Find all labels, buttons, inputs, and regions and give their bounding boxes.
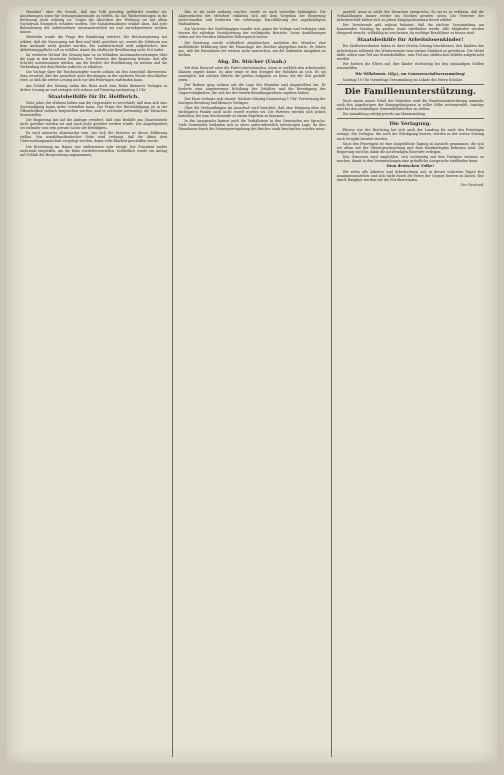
- paragraph: Das Haus vertagte sich darauf. Nächste Sitzung Donnerstag 1 Uhr: Fortsetzung der heutigen Beratung und kleinere Vorlagen.: [178, 96, 326, 105]
- article-heading: Staatsbeihilfe für Arbeitslosenkinder!: [357, 37, 464, 44]
- article-heading: Die Verlagung.: [389, 121, 432, 128]
- paragraph: Nach den Feiertagen ist eine ausgedehnte Tagung in Aussicht genommen, die sich vor allem mit der Steuergesetzgebung und dem Haushaltsplan befassen wird. Die Regierung wird bis dahin die notwendigen Entwürfe vorlegen.: [336, 141, 484, 154]
- column-2: [172, 10, 330, 757]
- paragraph: Die Auszahlung erfolgt jeweils am Monatsanfang.: [342, 112, 426, 117]
- paragraph: Ein Vertreter der Unabhängigen wandte sich gegen die Vorlage und verlangte statt dessen die sofortige Sozialisierung der wichtigsten Betriebe. Seine Ausführungen riefen auf der Rechten lebhaften Widerspruch hervor.: [178, 27, 326, 40]
- divider: [337, 84, 484, 85]
- paragraph: Es wird nunmehr abzuwarten sein, wie sich die Parteien zu dieser Erklärung stellen. Von sozialdemokratischer Seite wird verlangt, daß die Akten dem Untersuchungsausschuß vorgelegt werden, damit volle Klarheit geschaffen werde.: [20, 131, 168, 144]
- paragraph: Die Erörterung im Hause war stellenweise sehr erregt. Der Präsident mußte mehrmals eingreifen, um die Ruhe wiederherzustellen. Schließlich wurde ein Antrag auf Schluß der Besprechung angenommen.: [20, 144, 168, 157]
- paragraph: Die Stadtverordneten haben in ihrer letzten Sitzung beschlossen, den Kindern der Arbeitslosen während der Wintermonate eine warme Mahlzeit zu gewähren. Die Mittel dafür sollen zum Teil aus Staatsbeihilfen, zum Teil aus städtischen Mitteln aufgebracht werden.: [336, 44, 484, 61]
- section-heading: Die Familienunterstützung.: [344, 87, 477, 98]
- paragraph: Weiterhin wurde die Frage der Ernährung erörtert. Die Reichsregierung hat erklärt, daß die Versorgung mit Brot und Mehl gesichert sei, soweit die Zufuhren aus dem Auslande nicht gestört werden. Die Landwirtschaft wird aufgefordert, ihre Ablieferungspflicht voll zu erfüllen, damit die städtische Bevölkerung nicht Not leidet.: [20, 35, 168, 52]
- notice: Wie Wilhelmsstr. (Klp.), zur Genossenschaftsversammlung!: [355, 71, 466, 76]
- paragraph: Mandäer“ über die Gewalt, daß das Volk gewaltig gefährdet werden sei. Anordnungen seien für Vermögensbestände zu treffen, da das Wiedereintragen in die Rechnung nicht zulässig ist. Gegen die Absichten der Werbung sei mit allem Nachdruck Einspruch erhoben worden. Die Sozialdemokratie erklärt dazu, daß jede Behinderung der Arbeitnehmer unverantwortlich sei und zurückgewiesen werden müsse.: [20, 10, 168, 35]
- signature-line: Der Vorstand.: [460, 182, 484, 187]
- paragraph: Den Genossen wird empfohlen, sich rechtzeitig mit den Vorlagen vertraut zu machen, damit in den Versammlungen eine gründliche Aussprache stattfinden kann.: [336, 155, 484, 164]
- paragraph: Wir fordern die Eltern auf, ihre Kinder rechtzeitig bei den zuständigen Stellen anzumelden.: [336, 61, 484, 70]
- paragraph: Über die Verhandlungen im Ausschuß wird berichtet, daß eine Einigung über die wichtigsten Punkte noch nicht erzielt worden sei. Die Parteien würden sich jedoch bemühen, bis zum Wochenende zu einem Ergebnis zu kommen.: [178, 105, 326, 118]
- divider: [337, 118, 484, 119]
- newspaper-page: [7, 6, 497, 763]
- paragraph: Sonntag 10 Uhr Vormittags Versammlung im Lokale des Herrn Schulze.: [342, 77, 464, 82]
- paragraph: Nach einem neuen Erlaß des Ministers wird die Familienunterstützung nunmehr auch den Angehörigen der Kriegsgefangenen in voller Höhe weitergezahlt. Anträge sind bei den zuständigen Gemeindebehörden zu stellen.: [336, 99, 484, 112]
- paragraph: Die Vorlage über die Reichsnotopfer wurde sodann an den Ausschuß überwiesen. Man erwartet, daß der Ausschuß seine Beratungen in der nächsten Woche abschließen wird, so daß die zweite Lesung noch vor den Feiertagen stattfinden kann.: [20, 70, 168, 83]
- paragraph: Wir rufen alle Arbeiter und Arbeiterinnen auf, in diesen schweren Tagen fest zusammenzustehen und sich nicht durch die Hetze der Gegner beirren zu lassen. Nur durch Einigkeit werden wir die Not überwinden.: [336, 169, 484, 182]
- article-heading: Staatsbeihilfe für Dr. Helfferich.: [48, 93, 140, 100]
- paragraph: Der Redner ging sodann auf die Lage der Beamten und Angestellten ein. Er forderte eine angemessene Erhöhung der Gehälter und die Beseitigung der Ungerechtigkeiten, die sich bei der letzten Besoldungsreform ergeben hätten.: [178, 83, 326, 96]
- notice: Dem deutschen Volke!: [386, 163, 435, 169]
- speaker-heading: Abg. Dr. Stöcker (Unab.): [217, 58, 287, 65]
- paragraph: Am Schluß der Sitzung nahm das Haus noch eine Reihe kleinerer Vorlagen in dritter Lesung an und vertagte sich sodann auf Dienstag nachmittag 2 Uhr.: [20, 83, 168, 92]
- paragraph: Ebenso wie der Reichstag hat sich auch der Landtag bis nach den Feiertagen vertagt. Die Vorlagen, die noch der Erledigung harren, werden in der ersten Sitzung nach Neujahr beraten werden.: [336, 128, 484, 141]
- paragraph: Der Vorsitzende gab sodann bekannt, daß die nächste Versammlung am kommenden Sonntag im großen Saale stattfinden werde. Alle Mitglieder werden dringend ersucht, vollzählig zu erscheinen, da wichtige Beschlüsse zu fassen sind.: [336, 23, 484, 36]
- paragraph: Im weiteren Verlauf der Sitzung kam es zu lebhaften Auseinandersetzungen über die Lage in den besetzten Gebieten. Der Vertreter der Regierung betonte, daß alle Schritte unternommen würden, um die Rechte der Bevölkerung zu wahren und die Verbindung mit dem Reiche aufrecht zu erhalten.: [20, 52, 168, 69]
- paragraph: In der Aussprache kamen auch die Verhältnisse in den Gemeinden zur Sprache. Viele Gemeinden befänden sich in einer außerordentlich schwierigen Lage, da ihre Einnahmen durch die Steuergesetzgebung des Reiches stark beschnitten worden seien.: [178, 119, 326, 132]
- paragraph: geprüft, wenn er nicht den Tatsachen entspreche. So sei es zu erklären, daß die Verhandlungen immer wieder ins Stocken geraten seien. Die Vertreter der Arbeiterschaft hätten sich zu jedem Entgegenkommen bereit erklärt.: [336, 10, 484, 23]
- column-3: [331, 10, 489, 757]
- paragraph: Die Beratung wurde schließlich abgebrochen, nachdem der Minister eine ausführliche Erklärung über die Finanzlage des Reiches abgegeben hatte. Er führte aus, daß die Einnahmen bei weitem nicht ausreichen, um die laufenden Ausgaben zu decken.: [178, 40, 326, 57]
- paragraph: Was er als nicht zulässig erachte, werde er auch weiterhin bekämpfen. Die Abgeordneten der Mehrheit erklärten sich mit dem Vorgehen der Regierung einverstanden und forderten die schleunige Durchführung der angekündigten Maßnahmen.: [178, 10, 326, 27]
- columns: [15, 10, 489, 757]
- paragraph: Mit dem Entwurf wäre die Partei einverstanden, wenn er wirklich den arbeitenden Klassen zugute käme. So aber trage er den Stempel der Halbheit an sich. Es sei unmöglich, mit solchen Mitteln die großen Aufgaben zu lösen, die der Zeit gestellt seien.: [178, 65, 326, 83]
- column-1: [15, 10, 172, 757]
- paragraph: Zehn Jahre des Wirkens haben nun die Gegensätze so verschärft, daß man sich eine Verständigung kaum mehr vorstellen kann. Die Frage der Entschädigung ist in der Öffentlichkeit vielfach besprochen worden, und es erscheint notwendig, die Tatsachen festzustellen.: [20, 100, 168, 117]
- paragraph: Die Regierung hat auf die Anfrage erwidert, daß eine Beihilfe aus Staatsmitteln nicht gewährt worden sei und auch nicht gewährt werden würde. Die Angelegenheit sei vielmehr eine rein private Sache der Beteiligten.: [20, 118, 168, 131]
